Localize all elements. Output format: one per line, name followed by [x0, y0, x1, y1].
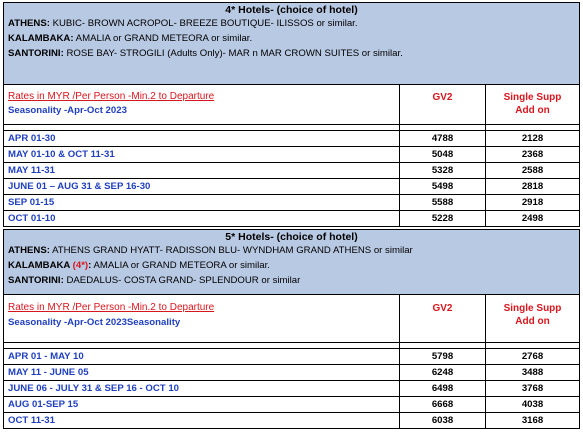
period-cell: JUNE 06 - JULY 31 & SEP 16 - OCT 10: [4, 381, 400, 397]
hotel-line: [8, 16, 575, 31]
table-row: [4, 349, 580, 365]
rates-header-cell: [4, 85, 400, 125]
col-header-gv2: GV2: [400, 295, 486, 343]
rates-header: Rates in MYR /Per Person -Min.2 to Departure: [8, 91, 215, 102]
hotel-line: [8, 273, 575, 288]
city-label-end: :: [88, 260, 92, 272]
period-cell: SEP 01-15: [4, 195, 400, 211]
col-header-gv2: GV2: [400, 85, 486, 125]
single-cell: 2588: [486, 163, 580, 179]
single-cell: 2818: [486, 179, 580, 195]
period-cell: APR 01 - MAY 10: [4, 349, 400, 365]
period-cell: OCT 01-10: [4, 211, 400, 227]
city-label: SANTORINI:: [8, 48, 64, 60]
hotel-line: [8, 31, 575, 46]
hotel-names: AMALIA or GRAND METEORA or similar.: [91, 260, 270, 272]
table-row: [4, 195, 580, 211]
table-row: [4, 147, 580, 163]
gv2-cell: 6038: [400, 413, 486, 429]
single-cell: 2498: [486, 211, 580, 227]
rates-header-cell: [4, 295, 400, 343]
hotel-line: [8, 243, 575, 258]
table-4star: [3, 2, 580, 227]
period-cell: MAY 11 - JUNE 05: [4, 365, 400, 381]
city-label: KALAMBAKA:: [8, 33, 74, 45]
single-cell: 2768: [486, 349, 580, 365]
gv2-cell: 5498: [400, 179, 486, 195]
table-5star: [3, 229, 580, 429]
city-label: KALAMBAKA: [8, 260, 73, 272]
hotel-names: DAEDALUS- COSTA GRAND- SPLENDOUR or similar: [63, 275, 301, 287]
table-row: [4, 365, 580, 381]
hotel-names: ROSE BAY- STROGILI (Adults Only)- MAR n MAR CROWN SUITES or similar.: [63, 48, 403, 60]
hotel-box-4star: [4, 3, 580, 85]
gv2-cell: 5328: [400, 163, 486, 179]
city-label: SANTORINI:: [8, 275, 64, 287]
single-cell: 4038: [486, 397, 580, 413]
hotel-line: [8, 46, 575, 61]
col-header-single: [486, 295, 580, 343]
city-label: ATHENS:: [8, 245, 50, 256]
col-header-single-line2: Add on: [515, 105, 550, 116]
table-row: [4, 131, 580, 147]
seasonality-label: Seasonality -Apr-Oct 2023Seasonality: [8, 317, 181, 328]
gv2-cell: 6248: [400, 365, 486, 381]
single-cell: 2128: [486, 131, 580, 147]
hotel-line: [8, 258, 575, 273]
hotel-title-4star: 4* Hotels- (choice of hotel): [225, 4, 358, 16]
table-row: [4, 211, 580, 227]
single-cell: 3488: [486, 365, 580, 381]
table-row: [4, 381, 580, 397]
gv2-cell: 6498: [400, 381, 486, 397]
single-cell: 3168: [486, 413, 580, 429]
period-cell: OCT 11-31: [4, 413, 400, 429]
period-cell: MAY 11-31: [4, 163, 400, 179]
hotel-title-5star: 5* Hotels- (choice of hotel): [225, 231, 358, 243]
hotel-box-5star: [4, 230, 580, 295]
hotel-names: AMALIA or GRAND METEORA or similar.: [73, 33, 253, 45]
hotel-names: ATHENS GRAND HYATT- RADISSON BLU- WYNDHAM GRAND ATHENS or similar: [49, 245, 413, 256]
col-header-single: [486, 85, 580, 125]
col-header-single-line1: Single Supp: [503, 92, 562, 103]
gv2-cell: 4788: [400, 131, 486, 147]
period-cell: MAY 01-10 & OCT 11-31: [4, 147, 400, 163]
period-cell: JUNE 01 – AUG 31 & SEP 16-30: [4, 179, 400, 195]
city-label: ATHENS:: [8, 18, 50, 29]
period-cell: APR 01-30: [4, 131, 400, 147]
gv2-cell: 5588: [400, 195, 486, 211]
gv2-cell: 5048: [400, 147, 486, 163]
period-cell: AUG 01-SEP 15: [4, 397, 400, 413]
seasonality-label: Seasonality -Apr-Oct 2023: [8, 105, 127, 116]
table-row: [4, 413, 580, 429]
single-cell: 2918: [486, 195, 580, 211]
table-row: [4, 397, 580, 413]
star-rating-note: (4*): [72, 260, 89, 272]
hotel-names: KUBIC- BROWN ACROPOL- BREEZE BOUTIQUE- ILISSOS or similar.: [49, 18, 358, 29]
table-row: [4, 163, 580, 179]
col-header-single-line1: Single Supp: [503, 303, 562, 314]
single-cell: 3768: [486, 381, 580, 397]
gv2-cell: 5228: [400, 211, 486, 227]
rates-header: Rates in MYR /Per Person -Min.2 to Departure: [8, 302, 215, 313]
single-cell: 2368: [486, 147, 580, 163]
gv2-cell: 5798: [400, 349, 486, 365]
col-header-single-line2: Add on: [515, 316, 550, 327]
gv2-cell: 6668: [400, 397, 486, 413]
table-row: [4, 179, 580, 195]
